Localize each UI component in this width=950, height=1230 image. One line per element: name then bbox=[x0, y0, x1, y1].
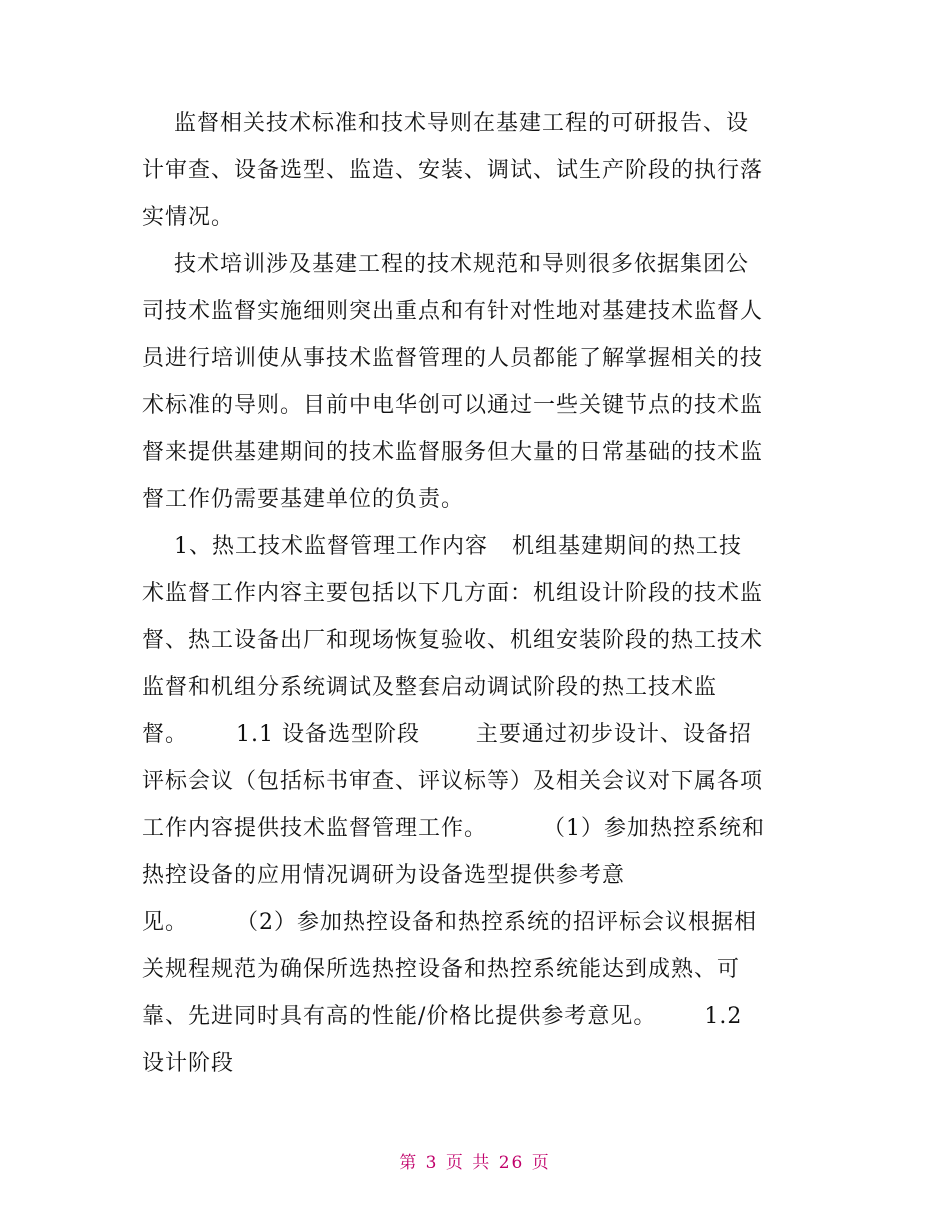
text-line: 技术培训涉及基建工程的技术规范和导则很多依据集团公 bbox=[142, 252, 749, 277]
page-number-footer: 第 3 页 共 26 页 bbox=[399, 1153, 551, 1173]
text-line: 工作内容提供技术监督管理工作。 （1）参加热控系统和 bbox=[142, 816, 765, 841]
text-line: 热控设备的应用情况调研为设备选型提供参考意 bbox=[142, 863, 626, 888]
text-line: 术标准的导则。目前中电华创可以通过一些关键节点的技术监 bbox=[142, 393, 764, 418]
text-line: 督。 1.1 设备选型阶段 主要通过初步设计、设备招 bbox=[142, 722, 752, 747]
text-line: 督工作仍需要基建单位的负责。 bbox=[142, 487, 465, 512]
text-line: 计审查、设备选型、监造、安装、调试、试生产阶段的执行落 bbox=[142, 158, 764, 183]
text-line: 见。 （2）参加热控设备和热控系统的招评标会议根据相 bbox=[142, 910, 757, 935]
text-line: 员进行培训使从事技术监督管理的人员都能了解掌握相关的技 bbox=[142, 346, 764, 371]
text-line: 关规程规范为确保所选热控设备和热控系统能达到成熟、可 bbox=[142, 957, 741, 982]
body-text bbox=[142, 100, 822, 1087]
text-line: 督、热工设备出厂和现场恢复验收、机组安装阶段的热工技术 bbox=[142, 628, 764, 653]
text-line: 督来提供基建期间的技术监督服务但大量的日常基础的技术监 bbox=[142, 440, 764, 465]
text-line: 监督和机组分系统调试及整套启动调试阶段的热工技术监 bbox=[142, 675, 718, 700]
text-line: 1、热工技术监督管理工作内容 机组基建期间的热工技 bbox=[142, 534, 742, 559]
text-line: 司技术监督实施细则突出重点和有针对性地对基建技术监督人 bbox=[142, 299, 764, 324]
text-line: 设计阶段 bbox=[142, 1051, 235, 1076]
text-line: 监督相关技术标准和技术导则在基建工程的可研报告、设 bbox=[142, 111, 749, 136]
text-line: 术监督工作内容主要包括以下几方面：机组设计阶段的技术监 bbox=[142, 581, 764, 606]
text-line: 评标会议（包括标书审查、评议标等）及相关会议对下属各项 bbox=[142, 769, 764, 794]
text-line: 实情况。 bbox=[142, 205, 235, 230]
text-line: 靠、先进同时具有高的性能/价格比提供参考意见。 1.2 bbox=[142, 1004, 743, 1029]
